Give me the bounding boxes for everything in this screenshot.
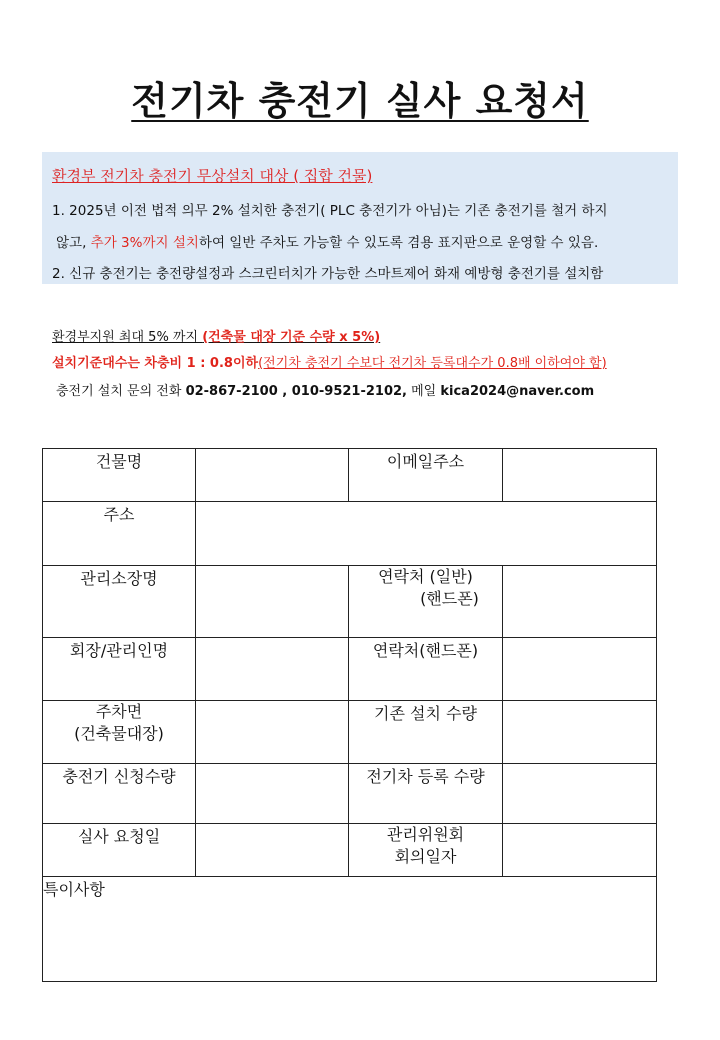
notice-box	[42, 152, 678, 284]
field-email[interactable]	[503, 449, 657, 502]
install-criteria-line: 설치기준대수는 차충비 1 : 0.8이하(전기차 충전기 수보다 전기차 등록대수가 0.8배 이하여야 함)	[52, 356, 607, 371]
field-parking[interactable]	[196, 701, 349, 764]
field-charger-request-qty[interactable]	[196, 764, 349, 824]
field-address[interactable]	[196, 502, 657, 566]
field-contact-general[interactable]	[503, 566, 657, 638]
notice-heading: 환경부 전기차 충전기 무상설치 대상 ( 집합 건물)	[52, 167, 373, 185]
field-chairman-name[interactable]	[196, 638, 349, 701]
field-ev-registered-qty[interactable]	[503, 764, 657, 824]
label-charger-request-qty: 충전기 신청수량	[43, 764, 196, 824]
notice-line-3: 2. 신규 충전기는 충전량설정과 스크린터치가 가능한 스마트제어 화재 예방형 충전기를 설치함	[52, 266, 604, 282]
label-manager-name: 관리소장명	[43, 566, 196, 638]
support-limit-line: 환경부지원 최대 5% 까지 (건축물 대장 기준 수량 x 5%)	[52, 330, 381, 345]
field-contact-mobile[interactable]	[503, 638, 657, 701]
label-parking: 주차면 (건축물대장)	[43, 701, 196, 764]
label-chairman-name: 회장/관리인명	[43, 638, 196, 701]
field-existing-qty[interactable]	[503, 701, 657, 764]
field-inspection-date[interactable]	[196, 824, 349, 877]
notice-line-2: 않고, 추가 3%까지 설치하여 일반 주차도 가능할 수 있도록 겸용 표지판으로 운영할 수 있음.	[56, 235, 599, 251]
label-ev-registered-qty: 전기차 등록 수량	[349, 764, 503, 824]
field-building-name[interactable]	[196, 449, 349, 502]
label-email: 이메일주소	[349, 449, 503, 502]
label-contact-mobile: 연락처(핸드폰)	[349, 638, 503, 701]
request-form-table	[42, 448, 657, 982]
label-building-name: 건물명	[43, 449, 196, 502]
label-address: 주소	[43, 502, 196, 566]
notice-line-1: 1. 2025년 이전 법적 의무 2% 설치한 충전기( PLC 충전기가 아님)는 기존 충전기를 철거 하지	[52, 203, 608, 219]
label-remarks: 특이사항	[43, 880, 105, 899]
label-committee-date: 관리위원회 회의일자	[349, 824, 503, 877]
contact-line: 충전기 설치 문의 전화 02-867-2100 , 010-9521-2102, 메일 kica2024@naver.com	[56, 384, 595, 399]
field-committee-date[interactable]	[503, 824, 657, 877]
remarks-field[interactable]	[43, 877, 657, 982]
label-existing-qty: 기존 설치 수량	[349, 701, 503, 764]
label-inspection-date: 실사 요청일	[43, 824, 196, 877]
document-title: 전기차 충전기 실사 요청서	[131, 79, 589, 123]
field-manager-name[interactable]	[196, 566, 349, 638]
label-contact-general: 연락처 (일반) (핸드폰)	[349, 566, 503, 638]
